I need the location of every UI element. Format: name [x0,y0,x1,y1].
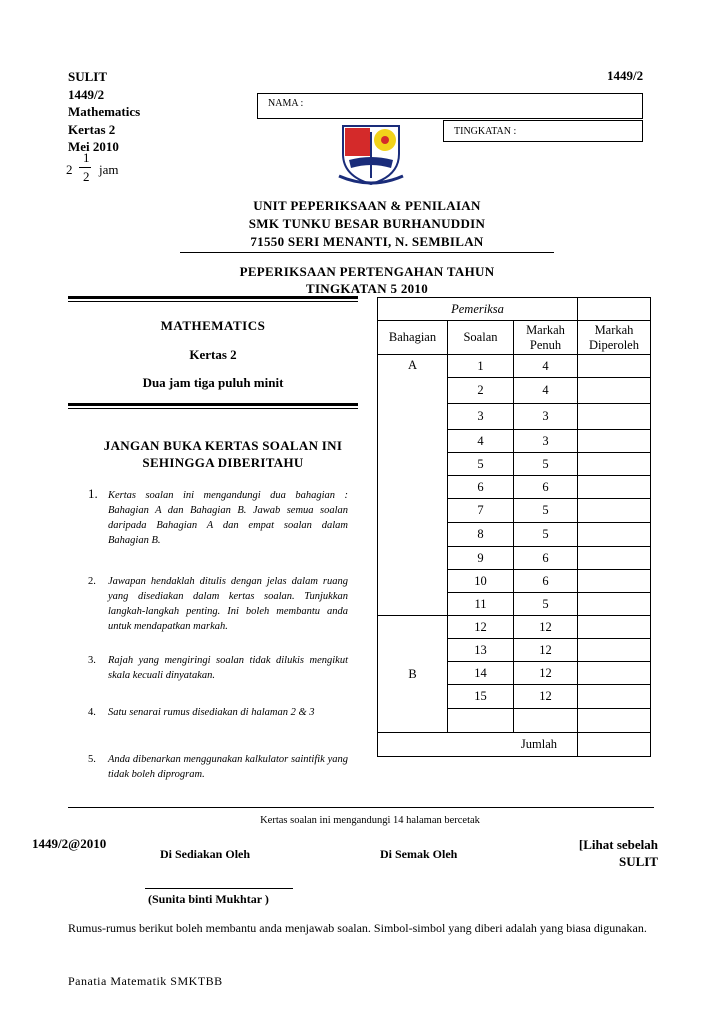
markah-penuh-cell: 12 [514,616,578,639]
instruction-text: Rajah yang mengiringi soalan tidak dilukis mengikut skala kecuali dinyatakan. [108,655,348,681]
duration [66,152,136,188]
markah-diperoleh-cell[interactable] [578,639,651,662]
instruction-text: Satu senarai rumus disediakan di halaman 2 & 3 [108,707,315,718]
markah-diperoleh-cell[interactable] [578,499,651,523]
markah-diperoleh-cell[interactable] [578,662,651,685]
markah-penuh-cell: 4 [514,378,578,404]
school-line-2: SMK TUNKU BESAR BURHANUDDIN [248,216,486,231]
rule-top-thin [68,301,358,302]
markah-penuh-cell: 6 [514,547,578,570]
markah-diperoleh-cell[interactable] [578,570,651,593]
duration-numerator: 1 [83,150,90,165]
instruction-number: 4. [88,707,96,718]
instruction-number: 2. [88,576,96,587]
examiner-table [377,297,651,757]
markah-penuh-cell: 5 [514,523,578,547]
soalan-cell: 7 [448,499,514,523]
col-markah-diperoleh: Markah Diperoleh [578,321,651,355]
markah-diperoleh-cell[interactable] [578,593,651,616]
soalan-cell: 13 [448,639,514,662]
header-left [68,68,140,156]
soalan-cell: 6 [448,476,514,499]
school-line-1: UNIT PEPERIKSAAN & PENILAIAN [253,198,481,213]
warning-line-2: SEHINGGA DIBERITAHU [142,455,304,470]
markah-penuh-cell: 3 [514,430,578,453]
markah-diperoleh-cell[interactable] [578,453,651,476]
see-next-line-1: [Lihat sebelah [578,837,658,852]
warning-line-1: JANGAN BUKA KERTAS SOALAN INI [103,438,343,453]
header-code-right: 1449/2 [607,68,644,83]
markah-diperoleh-cell[interactable] [578,547,651,570]
instruction-1 [88,486,348,548]
subject-title: MATHEMATICS [160,318,266,333]
instruction-number: 5. [88,754,96,765]
soalan-cell: 5 [448,453,514,476]
markah-penuh-cell: 4 [514,355,578,378]
rule-bottom-thin [68,408,358,409]
duration-denominator: 2 [83,169,90,184]
instruction-3 [88,653,348,683]
copyright: 1449/2@2010 [32,836,107,851]
tingkatan-label: TINGKATAN : [454,126,517,137]
markah-diperoleh-cell[interactable] [578,709,651,733]
checked-by: Di Semak Oleh [380,847,458,861]
pages-note: Kertas soalan ini mengandungi 14 halaman bercetak [260,815,480,826]
instruction-text: Jawapan hendaklah ditulis dengan jelas dalam ruang yang disediakan dalam kertas soalan. Tunjukkan langkah-langkah penting. Ini boleh membantu anda untuk mendapatkan markah. [108,576,348,632]
soalan-cell: 4 [448,430,514,453]
markah-penuh-cell: 12 [514,685,578,709]
markah-penuh-cell: 12 [514,662,578,685]
preparer-name: (Sunita binti Mukhtar ) [148,892,269,906]
soalan-cell [448,709,514,733]
school-line-3: 71550 SERI MENANTI, N. SEMBILAN [250,234,484,249]
markah-penuh-cell [514,709,578,733]
prepared-by: Di Sediakan Oleh [160,847,251,861]
header-sulit: SULIT [68,69,108,84]
markah-diperoleh-cell[interactable] [578,476,651,499]
footer-rule [68,807,654,808]
markah-penuh-cell: 6 [514,570,578,593]
duration-whole: 2 [66,162,73,177]
exam-title-2: TINGKATAN 5 2010 [305,281,429,296]
see-next-line-2: SULIT [618,854,658,869]
col-markah-penuh: Markah Penuh [514,321,578,355]
soalan-cell: 8 [448,523,514,547]
markah-penuh-cell: 3 [514,404,578,430]
markah-diperoleh-cell[interactable] [578,430,651,453]
nama-label: NAMA : [268,98,304,109]
jumlah-value[interactable] [578,733,651,757]
soalan-cell: 1 [448,355,514,378]
markah-diperoleh-cell[interactable] [578,616,651,639]
panel-label: Panatia Matematik SMKTBB [68,974,223,988]
nama-box [257,93,643,119]
table-row [378,616,651,639]
markah-penuh-cell: 5 [514,453,578,476]
exam-title-1: PEPERIKSAAN PERTENGAHAN TAHUN [239,264,495,279]
warning [78,437,368,471]
markah-penuh-cell: 12 [514,639,578,662]
pemeriksa-header: Pemeriksa [378,298,578,321]
soalan-cell: 12 [448,616,514,639]
paper-title: Kertas 2 [189,347,237,362]
instruction-4 [88,705,348,720]
formula-note: Rumus-rumus berikut boleh membantu anda menjawab soalan. Simbol-simbol yang diberi adalah yang biasa digunakan. [68,921,647,935]
markah-diperoleh-cell[interactable] [578,355,651,378]
instruction-number: 3. [88,655,96,666]
time-title: Dua jam tiga puluh minit [142,375,284,390]
markah-diperoleh-cell[interactable] [578,404,651,430]
school-block [180,197,554,251]
instruction-2 [88,574,348,634]
soalan-cell: 9 [448,547,514,570]
markah-penuh-cell: 5 [514,499,578,523]
tingkatan-box [443,120,643,142]
instruction-text: Anda dibenarkan menggunakan kalkulator saintifik yang tidak boleh diprogram. [108,754,348,780]
rule-bottom-thick [68,403,358,406]
soalan-cell: 15 [448,685,514,709]
see-next [548,836,658,870]
header-code: 1449/2 [68,86,105,102]
rule-top-thick [68,296,358,299]
exam-title [180,263,554,297]
instruction-5 [88,752,348,782]
header-date: Mei 2010 [68,139,119,154]
soalan-cell: 14 [448,662,514,685]
col-bahagian: Bahagian [378,321,448,355]
school-underline [180,252,554,253]
markah-penuh-cell: 6 [514,476,578,499]
markah-diperoleh-cell[interactable] [578,685,651,709]
soalan-cell: 3 [448,404,514,430]
soalan-cell: 2 [448,378,514,404]
soalan-cell: 11 [448,593,514,616]
signature-line [145,888,293,889]
pemeriksa-blank [578,298,651,321]
section-b-cell: B [378,616,448,733]
markah-diperoleh-cell[interactable] [578,523,651,547]
table-row [378,355,651,378]
section-a-cell: A [378,355,448,616]
fraction-bar [79,167,91,168]
header-paper: Kertas 2 [68,121,116,137]
markah-penuh-cell: 5 [514,593,578,616]
header-subject: Mathematics [68,104,141,119]
markah-diperoleh-cell[interactable] [578,378,651,404]
school-crest-logo [333,116,409,188]
instruction-text: Kertas soalan ini mengandungi dua bahagian : Bahagian A dan Bahagian B. Jawab semua soalan daripada Bahagian A dan empat soalan dalam Bahagian B. [108,490,348,546]
soalan-cell: 10 [448,570,514,593]
instruction-number: 1. [88,486,98,501]
col-soalan: Soalan [448,321,514,355]
jumlah-label: Jumlah [378,733,578,757]
duration-unit: jam [99,162,119,177]
